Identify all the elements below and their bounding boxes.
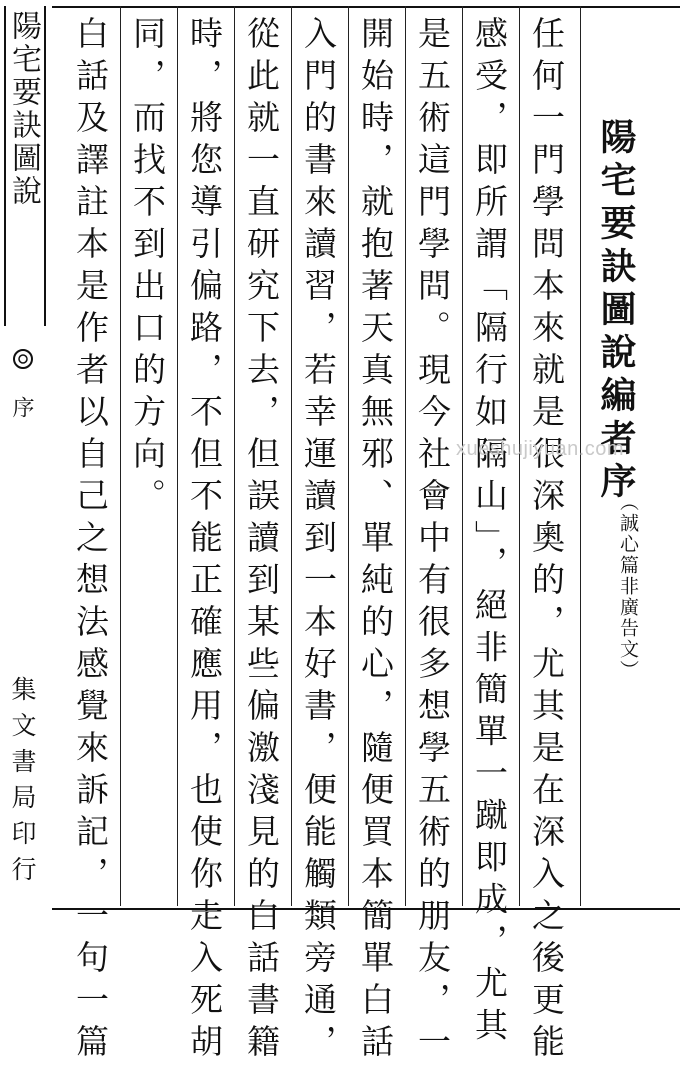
body-column-8: 同，而找不到出口的方向。 xyxy=(128,16,167,520)
body-column-5: 入門的書來讀習，若幸運讀到一本好書，便能觸類旁通， xyxy=(299,16,338,1066)
body-column-3: 是五術這門學問。現今社會中有很多想學五術的朋友，一 xyxy=(413,16,452,1066)
body-column-1: 任何一門學問本來就是很深奧的，尤其是在深入之後更能 xyxy=(527,16,566,1066)
page-title: 陽宅要訣圖說編者序 xyxy=(595,118,637,505)
margin-book-title: 陽宅要訣圖說 xyxy=(6,10,41,208)
column-rule xyxy=(177,6,178,906)
fish-tail-ornament-icon xyxy=(12,348,34,370)
body-column-7: 時，將您導引偏路，不但不能正確應用，也使你走入死胡 xyxy=(185,16,224,1066)
column-rule xyxy=(348,6,349,906)
margin-rule-right xyxy=(44,6,46,326)
page-subtitle: （誠心篇非廣告文） xyxy=(617,492,639,681)
body-column-4: 開始時，就抱著天真無邪、單純的心，隨便買本簡單白話 xyxy=(356,16,395,1066)
margin-section-label: 序 xyxy=(9,396,34,418)
column-rule xyxy=(291,6,292,906)
column-rule xyxy=(234,6,235,906)
body-column-6: 從此就一直研究下去，但誤讀到某些偏激淺見的白話書籍 xyxy=(242,16,281,1066)
column-rule xyxy=(120,6,121,906)
column-rule xyxy=(405,6,406,906)
margin-publisher: 集文書局印行 xyxy=(8,676,37,892)
body-column-9: 白話及譯註本是作者以自己之想法感覺來訴記，一句一篇 xyxy=(71,16,110,1066)
body-column-2: 感受，即所謂「隔行如隔山」，絕非簡單一蹴即成，尤其 xyxy=(470,16,509,1050)
watermark: xueshujiyuan.com xyxy=(456,438,625,460)
